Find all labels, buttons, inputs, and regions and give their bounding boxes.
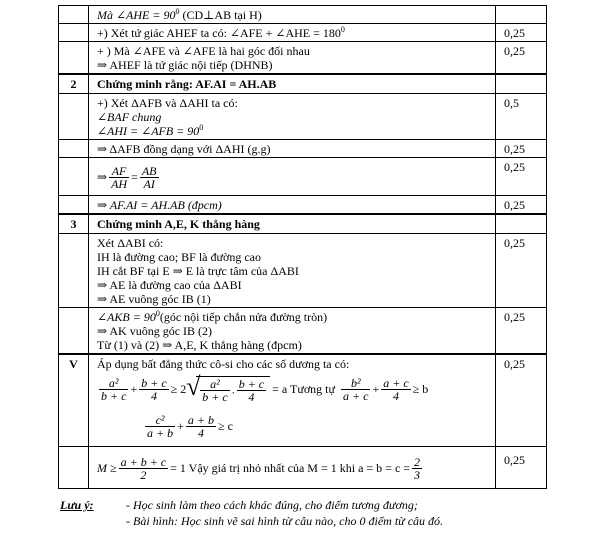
superscript: 0 (175, 7, 180, 16)
part3-row-b (59, 308, 547, 355)
number-cell (59, 24, 89, 42)
part-number: 3 (59, 214, 89, 234)
content-cell (89, 234, 496, 308)
numerator: a² (200, 378, 229, 391)
footnote-item: - Học sinh làm theo cách khác đúng, cho điểm tương đương; (126, 498, 418, 512)
text-line: + ) Mà ∠AFE và ∠AFE là hai góc đối nhau (97, 44, 310, 58)
text-line: ⇒ AE vuông góc IB (1) (97, 292, 211, 306)
text-line (97, 124, 491, 138)
fraction (140, 165, 159, 190)
text-line: Áp dụng bất đẳng thức cô-si cho các số dương ta có: (97, 357, 350, 371)
score-cell (496, 214, 547, 234)
conclusion-line (97, 449, 491, 487)
part5-row-b (59, 447, 547, 489)
text: (CD⊥AB tại H) (179, 8, 262, 22)
relation: ≥ 2 (170, 381, 187, 396)
radicand (196, 376, 270, 403)
text-line: ⇒ AHEF là tứ giác nội tiếp (DHNB) (97, 58, 273, 72)
score-cell (496, 140, 547, 158)
score-value: 0,25 (504, 310, 525, 324)
number-cell (59, 308, 89, 355)
text-line: +) Xét ΔAFB và ΔAHI ta có: (97, 96, 238, 110)
text-line: ⇒ ΔAFB đồng dạng với ΔAHI (g.g) (97, 142, 271, 156)
content-cell (89, 6, 496, 24)
numerator: b² (341, 377, 370, 390)
text-line (97, 8, 491, 22)
score-value: 0,25 (504, 142, 525, 156)
content-cell (89, 447, 496, 489)
radical-sign: √ (186, 371, 201, 401)
score-value: 0,25 (504, 357, 525, 371)
numerator: b + c (141, 375, 167, 390)
denominator: a + b (147, 425, 174, 440)
part2-row-c (59, 158, 547, 196)
number-cell (59, 158, 89, 196)
text-line: ⇒ AF.AI = AH.AB (đpcm) (97, 198, 222, 212)
implies-symbol: ⇒ (97, 170, 108, 184)
score-cell (496, 24, 547, 42)
square-root (186, 371, 270, 404)
denominator: a + c (343, 388, 369, 403)
content-cell (89, 308, 496, 355)
score-value: 0,25 (504, 236, 525, 250)
dot: . (231, 381, 235, 396)
denominator: b + c (101, 388, 127, 403)
numerator: c² (145, 414, 175, 427)
score-value: 0,25 (504, 160, 525, 174)
denominator: 3 (414, 467, 421, 482)
score-cell (496, 234, 547, 308)
number-cell (59, 6, 89, 24)
denominator: 4 (392, 388, 399, 403)
fraction (109, 165, 129, 190)
text-line (97, 310, 491, 324)
answer-key-table (58, 5, 547, 489)
part-number: V (59, 354, 89, 447)
numerator: 2 (414, 454, 421, 469)
fraction (341, 377, 370, 402)
content-cell (89, 158, 496, 196)
part2-row-a (59, 94, 547, 140)
denominator: AI (143, 176, 155, 191)
content-cell (89, 196, 496, 215)
fraction (200, 378, 229, 403)
numerator: a + c (383, 375, 409, 390)
inequality-line (97, 371, 491, 407)
fraction (99, 377, 128, 402)
part3-row-a (59, 234, 547, 308)
content-cell (89, 140, 496, 158)
score-cell (496, 308, 547, 355)
equals-sign: = (131, 170, 138, 184)
score-cell (496, 94, 547, 140)
number-cell (59, 42, 89, 75)
footnote-item: - Bài hình: Học sinh vẽ sai hình từ câu nào, cho 0 điểm từ câu đó. (126, 514, 444, 528)
content-cell (89, 42, 496, 75)
score-cell (496, 42, 547, 75)
superscript: 0 (340, 25, 345, 34)
fraction (186, 414, 216, 439)
denominator: b + c (202, 389, 228, 404)
number-cell (59, 94, 89, 140)
text: = 1 Vậy giá trị nhỏ nhất của M = 1 khi a = b = c = (170, 460, 411, 475)
part2-heading-row (59, 74, 547, 94)
score-cell (496, 196, 547, 215)
score-cell (496, 6, 547, 24)
text-line (97, 26, 491, 40)
fraction (381, 377, 410, 402)
denominator: 4 (150, 388, 157, 403)
inequality-line (97, 407, 491, 445)
part2-row-b (59, 140, 547, 158)
text: (góc nội tiếp chắn nửa đường tròn) (159, 310, 328, 324)
fraction (237, 378, 266, 403)
score-value: 0,25 (504, 453, 525, 467)
fraction (119, 456, 169, 481)
text: ∠AHI = ∠AFB = 90 (97, 124, 200, 138)
numerator: b + c (238, 376, 265, 391)
part3-heading-row (59, 214, 547, 234)
part-heading: Chứng minh rằng: AF.AI = AH.AB (89, 74, 496, 94)
number-cell (59, 140, 89, 158)
denominator: 2 (140, 467, 147, 482)
fraction (139, 377, 168, 402)
relation: ≥ b (412, 381, 429, 396)
superscript: 0 (155, 309, 160, 318)
numerator: a + b (187, 412, 214, 427)
numerator: a² (99, 377, 128, 390)
text-line: IH là đường cao; BF là đường cao (97, 250, 261, 264)
plus-sign: + (177, 418, 184, 433)
score-cell (496, 447, 547, 489)
score-cell (496, 158, 547, 196)
score-cell (496, 354, 547, 447)
number-cell (59, 234, 89, 308)
score-value: 0,25 (504, 26, 525, 40)
text: Mà ∠AHE = 90 (97, 8, 176, 22)
content-cell (89, 94, 496, 140)
denominator: 4 (248, 389, 255, 404)
numerator: AF (109, 165, 129, 178)
text-line: Xét ΔABI có: (97, 236, 164, 250)
text-line: ⇒ AE là đường cao của ΔABI (97, 278, 242, 292)
text-line: Từ (1) và (2) ⇒ A,E, K thẳng hàng (đpcm) (97, 338, 302, 352)
plus-sign: + (372, 381, 380, 396)
fraction-line (97, 160, 491, 194)
score-value: 0,25 (504, 198, 525, 212)
text: ∠AKB = 90 (97, 310, 156, 324)
numerator: AB (141, 163, 157, 178)
fraction (145, 414, 175, 439)
text-line: ∠BAF chung (97, 110, 162, 124)
text: = a Tương tự (272, 381, 336, 396)
content-cell (89, 354, 496, 447)
part1-row-a (59, 6, 547, 24)
fraction (412, 456, 422, 481)
relation: ≥ c (218, 418, 233, 433)
denominator: AH (111, 176, 128, 191)
content-cell (89, 24, 496, 42)
text-line: IH cắt BF tại E ⇒ E là trực tâm của ΔABI (97, 264, 299, 278)
numerator: a + b + c (120, 454, 167, 469)
part1-row-c (59, 42, 547, 75)
part-heading: Chứng minh A,E, K thẳng hàng (89, 214, 496, 234)
number-cell (59, 196, 89, 215)
score-cell (496, 74, 547, 94)
part5-row-a (59, 354, 547, 447)
superscript: 0 (199, 123, 204, 132)
text-line: ⇒ AK vuông góc IB (2) (97, 324, 213, 338)
number-cell (59, 447, 89, 489)
footnote-label: Lưu ý: (60, 498, 94, 512)
text: +) Xét tứ giác AHEF ta có: ∠AFE + ∠AHE = 180 (97, 26, 341, 40)
score-value: 0,25 (504, 44, 525, 58)
part2-row-d (59, 196, 547, 215)
part-number: 2 (59, 74, 89, 94)
text: M ≥ (97, 460, 117, 475)
denominator: 4 (197, 425, 204, 440)
plus-sign: + (130, 381, 138, 396)
score-value: 0,5 (504, 96, 519, 110)
part1-row-b (59, 24, 547, 42)
